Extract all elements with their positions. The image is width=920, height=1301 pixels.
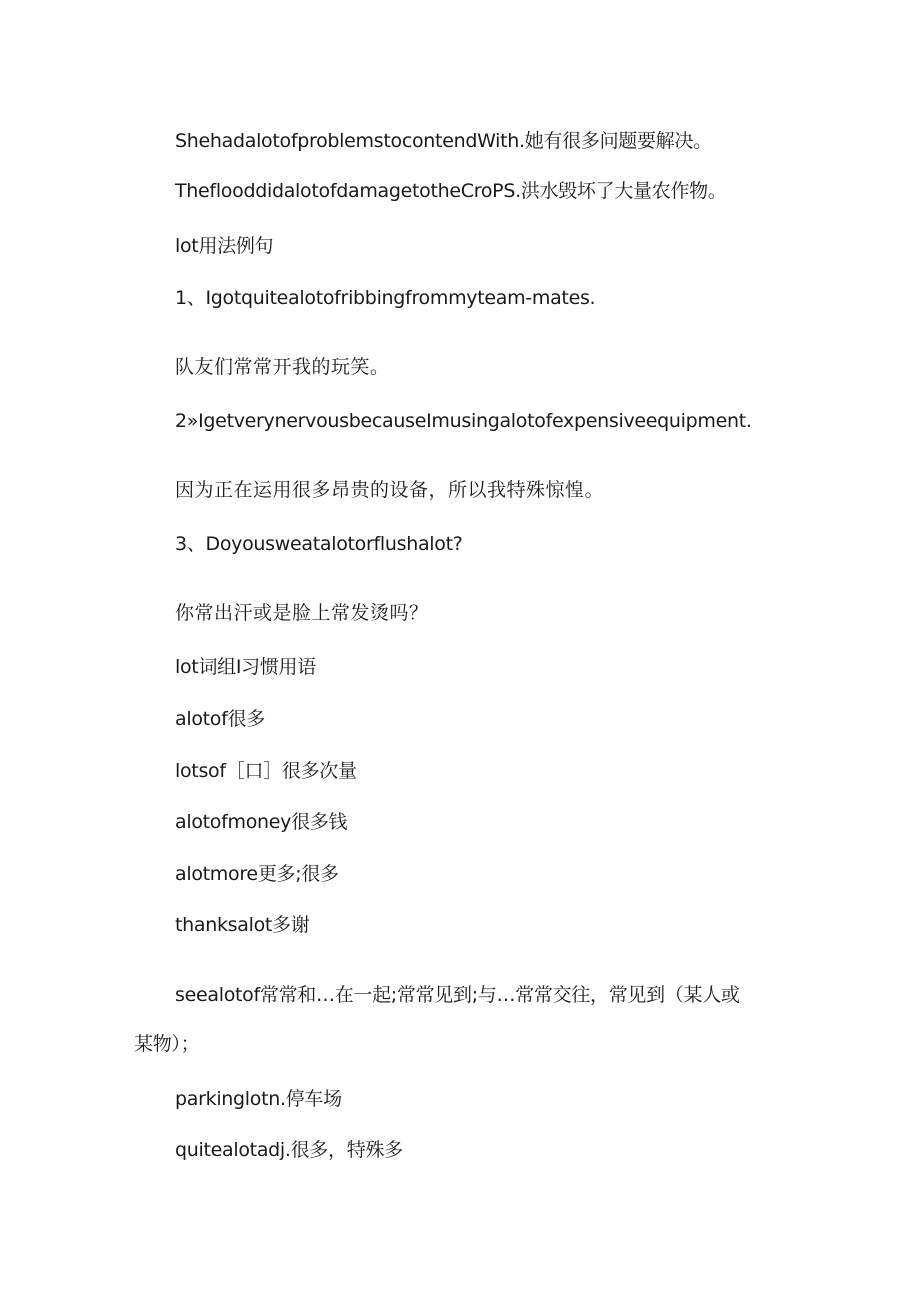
- example-3-chinese: 你常出汗或是脸上常发烫吗？: [175, 602, 429, 624]
- phrase-item-continuation: 某物）；: [134, 1033, 200, 1055]
- example-2-chinese: 因为正在运用很多昂贵的设备，所以我特殊惊惶。: [175, 479, 605, 501]
- example-sentence-1: ShehadalotofproblemstocontendWith.她有很多问题要解决。: [175, 130, 712, 152]
- phrase-item: seealotof常常和…在一起;常常见到;与…常常交往，常见到（某人或: [175, 984, 740, 1006]
- phrase-item: alotofmoney很多钱: [175, 811, 348, 833]
- phrase-item: quitealotadj.很多，特殊多: [175, 1139, 403, 1161]
- phrase-item: parkinglotn.停车场: [175, 1088, 342, 1110]
- section-heading-phrases: lot词组I习惯用语: [175, 656, 316, 678]
- example-1-english: 1、Igotquitealotofribbingfrommyteam-mates.: [175, 287, 596, 309]
- phrase-item: alotmore更多;很多: [175, 863, 339, 885]
- example-3-english: 3、Doyousweatalotorflushalot?: [175, 533, 463, 555]
- phrase-item: lotsof［口］很多次量: [175, 760, 357, 782]
- phrase-item: thanksalot多谢: [175, 914, 310, 936]
- section-heading-examples: lot用法例句: [175, 235, 274, 257]
- example-2-english: 2»IgetverynervousbecauseImusingalotofexpensiveequipment.: [175, 410, 752, 432]
- example-1-chinese: 队友们常常开我的玩笑。: [175, 356, 390, 378]
- example-sentence-2: TheflooddidalotofdamagetotheCroPS.洪水毁坏了大量农作物。: [175, 180, 727, 202]
- phrase-item: alotof很多: [175, 708, 265, 730]
